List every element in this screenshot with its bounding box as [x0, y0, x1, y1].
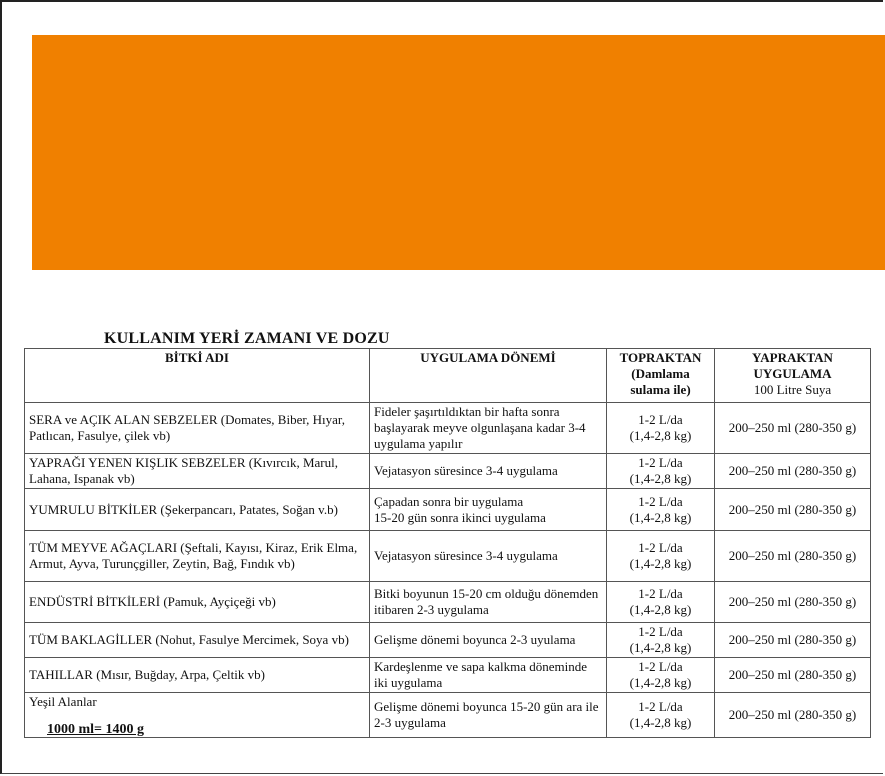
soil-dose — [607, 693, 715, 738]
soil-dose-volume: 1-2 L/da — [638, 455, 683, 470]
soil-dose — [607, 582, 715, 623]
foliar-dose: 200–250 ml (280-350 g) — [715, 403, 871, 454]
application-period: Vejatasyon süresince 3-4 uygulama — [370, 454, 607, 489]
table-row — [25, 693, 871, 738]
header-application-period: UYGULAMA DÖNEMİ — [370, 349, 607, 403]
soil-dose-volume: 1-2 L/da — [638, 659, 683, 674]
table-row — [25, 403, 871, 454]
foliar-dose: 200–250 ml (280-350 g) — [715, 693, 871, 738]
header-foliar-application — [715, 349, 871, 403]
soil-dose-volume: 1-2 L/da — [638, 540, 683, 555]
soil-dose-weight: (1,4-2,8 kg) — [629, 715, 692, 730]
soil-dose-volume: 1-2 L/da — [638, 493, 683, 509]
section-title: KULLANIM YERİ ZAMANI VE DOZU — [104, 330, 390, 347]
plant-name: TAHILLAR (Mısır, Buğday, Arpa, Çeltik vb) — [25, 658, 370, 693]
table-header-row — [25, 349, 871, 403]
soil-dose — [607, 658, 715, 693]
application-period: Gelişme dönemi boyunca 2-3 uyulama — [370, 623, 607, 658]
foliar-dose: 200–250 ml (280-350 g) — [715, 489, 871, 531]
table-row — [25, 489, 871, 531]
header-plant-name: BİTKİ ADI — [25, 349, 370, 403]
header-soil-application — [607, 349, 715, 403]
header-foliar-line1: YAPRAKTAN — [752, 350, 833, 365]
header-soil-line2: (Damlama — [631, 366, 690, 381]
plant-name: TÜM MEYVE AĞAÇLARI (Şeftali, Kayısı, Kiraz, Erik Elma, Armut, Ayva, Turunçgiller, Zeytin, Bağ, Fındık vb) — [25, 531, 370, 582]
application-period: Fideler şaşırtıldıktan bir hafta sonra başlayarak meyve olgunlaşana kadar 3-4 uygulama yapılır — [370, 403, 607, 454]
application-period: Bitki boyunun 15-20 cm olduğu dönemden itibaren 2-3 uygulama — [370, 582, 607, 623]
conversion-footnote: 1000 ml= 1400 g — [47, 722, 145, 737]
table-row — [25, 582, 871, 623]
soil-dose-weight: (1,4-2,8 kg) — [629, 602, 692, 617]
application-period: Vejatasyon süresince 3-4 uygulama — [370, 531, 607, 582]
application-period: Gelişme dönemi boyunca 15-20 gün ara ile 2-3 uygulama — [370, 693, 607, 738]
usage-dose-table — [24, 348, 871, 738]
header-foliar-line3: 100 Litre Suya — [753, 382, 832, 397]
table-row — [25, 658, 871, 693]
foliar-dose: 200–250 ml (280-350 g) — [715, 454, 871, 489]
soil-dose-weight: (1,4-2,8 kg) — [629, 509, 692, 525]
header-soil-line3: sulama ile) — [630, 382, 691, 397]
soil-dose-volume: 1-2 L/da — [638, 586, 683, 601]
soil-dose-volume: 1-2 L/da — [638, 699, 683, 714]
plant-name: Yeşil Alanlar — [25, 693, 370, 738]
soil-dose — [607, 403, 715, 454]
plant-name: SERA ve AÇIK ALAN SEBZELER (Domates, Biber, Hıyar, Patlıcan, Fasulye, çilek vb) — [25, 403, 370, 454]
foliar-dose: 200–250 ml (280-350 g) — [715, 658, 871, 693]
foliar-dose: 200–250 ml (280-350 g) — [715, 623, 871, 658]
soil-dose-volume: 1-2 L/da — [638, 412, 683, 427]
soil-dose-volume: 1-2 L/da — [638, 624, 683, 639]
soil-dose-weight: (1,4-2,8 kg) — [629, 640, 692, 655]
soil-dose — [607, 454, 715, 489]
table-row — [25, 531, 871, 582]
foliar-dose: 200–250 ml (280-350 g) — [715, 582, 871, 623]
application-period: Kardeşlenme ve sapa kalkma döneminde iki uygulama — [370, 658, 607, 693]
plant-name: ENDÜSTRİ BİTKİLERİ (Pamuk, Ayçiçeği vb) — [25, 582, 370, 623]
orange-banner — [32, 35, 885, 270]
header-soil-line1: TOPRAKTAN — [619, 350, 702, 365]
application-period-line2: 15-20 gün sonra ikinci uygulama — [374, 509, 546, 525]
table-row — [25, 623, 871, 658]
soil-dose — [607, 531, 715, 582]
soil-dose-weight: (1,4-2,8 kg) — [629, 471, 692, 486]
plant-name: TÜM BAKLAGİLLER (Nohut, Fasulye Mercimek, Soya vb) — [25, 623, 370, 658]
application-period — [370, 489, 607, 531]
soil-dose — [607, 623, 715, 658]
foliar-dose: 200–250 ml (280-350 g) — [715, 531, 871, 582]
table-row — [25, 454, 871, 489]
application-period-line1: Çapadan sonra bir uygulama — [374, 493, 524, 509]
soil-dose-weight: (1,4-2,8 kg) — [629, 556, 692, 571]
soil-dose — [607, 489, 715, 531]
soil-dose-weight: (1,4-2,8 kg) — [629, 428, 692, 443]
soil-dose-weight: (1,4-2,8 kg) — [629, 675, 692, 690]
plant-name: YAPRAĞI YENEN KIŞLIK SEBZELER (Kıvırcık, Marul, Lahana, Ispanak vb) — [25, 454, 370, 489]
header-foliar-line2: UYGULAMA — [753, 366, 832, 381]
plant-name: YUMRULU BİTKİLER (Şekerpancarı, Patates, Soğan v.b) — [25, 489, 370, 531]
